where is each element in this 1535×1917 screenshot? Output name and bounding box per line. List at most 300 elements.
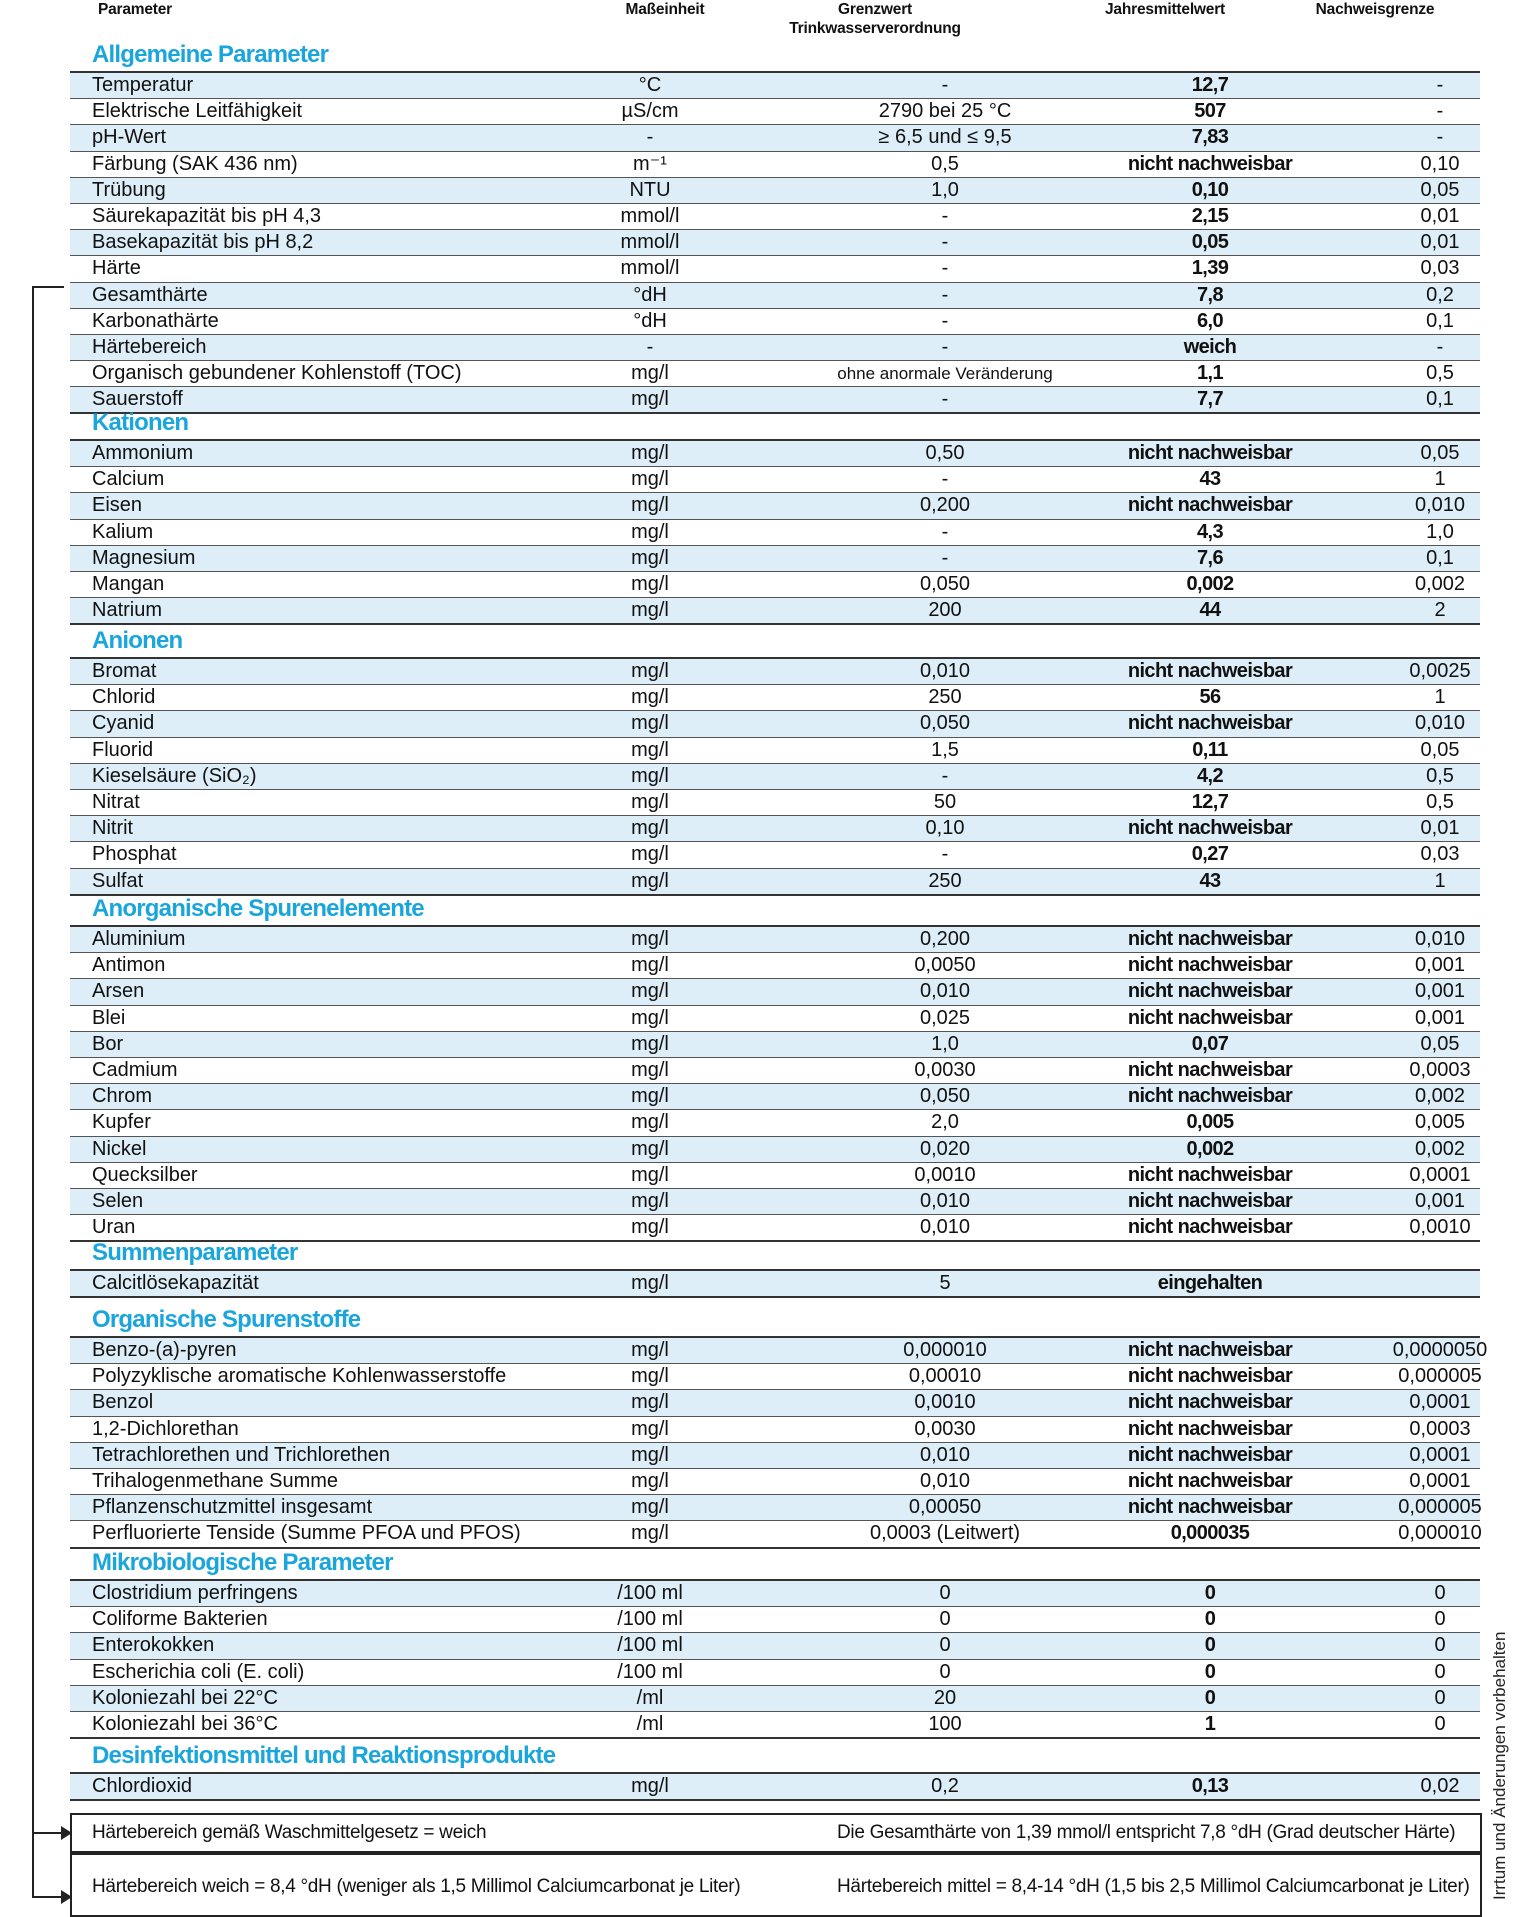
table-row: [70, 546, 1480, 572]
cell-mean: nicht nachweisbar: [1127, 1496, 1293, 1519]
cell-detection: -: [1436, 126, 1444, 149]
table-row: [70, 598, 1480, 625]
cell-unit: mmol/l: [620, 231, 680, 254]
cell-unit: mg/l: [631, 362, 669, 385]
cell-detection: 0,010: [1414, 928, 1466, 950]
cell-mean: nicht nachweisbar: [1127, 1443, 1293, 1466]
header-limit-line2: Trinkwasserverordnung: [789, 20, 961, 37]
cell-mean: nicht nachweisbar: [1127, 1365, 1293, 1388]
cell-limit: -: [941, 546, 949, 569]
cell-limit: ohne anormale Veränderung: [837, 364, 1053, 384]
cell-unit: /ml: [636, 1686, 664, 1709]
cell-mean: nicht nachweisbar: [1127, 928, 1293, 950]
cell-limit: 0,0030: [914, 1417, 976, 1440]
cell-parameter: Koloniezahl bei 36°C: [92, 1712, 278, 1735]
cell-parameter: Magnesium: [92, 546, 196, 569]
section-rows: [70, 1772, 1480, 1801]
cell-detection: 0,0025: [1409, 660, 1471, 682]
cell-parameter: Organisch gebundener Kohlenstoff (TOC): [92, 362, 462, 385]
cell-limit: 0,010: [919, 1443, 971, 1466]
cell-parameter: Trübung: [92, 178, 166, 201]
cell-parameter: Escherichia coli (E. coli): [92, 1660, 305, 1683]
disclaimer-note: Irrtum und Änderungen vorbehalten: [1490, 1631, 1509, 1900]
section-title: Mikrobiologische Parameter: [92, 1549, 393, 1576]
cell-detection: 0,010: [1414, 712, 1466, 735]
cell-limit: 0,0010: [914, 1391, 976, 1414]
cell-mean: 0,002: [1186, 572, 1234, 595]
cell-detection: 1,0: [1426, 520, 1454, 543]
cell-parameter: 1,2-Dichlorethan: [92, 1417, 239, 1440]
cell-limit: 0,050: [919, 712, 971, 735]
cell-detection: 0,000005: [1398, 1365, 1482, 1388]
cell-detection: 0,05: [1420, 1032, 1460, 1055]
cell-parameter: pH-Wert: [92, 126, 167, 149]
cell-detection: 0: [1434, 1608, 1446, 1631]
bracket-line: [32, 287, 34, 1898]
cell-unit: mg/l: [631, 1216, 669, 1239]
cell-detection: 0: [1434, 1686, 1446, 1709]
table-row: [70, 361, 1480, 387]
table-row: [70, 152, 1480, 178]
cell-parameter: Blei: [92, 1006, 126, 1029]
cell-limit: 0,020: [919, 1137, 971, 1160]
cell-parameter: Nitrit: [92, 817, 134, 840]
cell-unit: mg/l: [631, 1522, 669, 1545]
cell-limit: 0,0003 (Leitwert): [869, 1522, 1021, 1545]
cell-detection: 1: [1434, 686, 1446, 709]
bracket-line-top: [32, 286, 64, 288]
cell-parameter: Sulfat: [92, 869, 144, 892]
cell-mean: 44: [1199, 599, 1221, 622]
cell-unit: °C: [638, 74, 662, 96]
cell-unit: mg/l: [631, 520, 669, 543]
table-row: [70, 1271, 1480, 1298]
cell-parameter: Nitrat: [92, 790, 140, 813]
cell-limit: 0: [939, 1660, 951, 1683]
cell-unit: mg/l: [631, 790, 669, 813]
cell-unit: mg/l: [631, 869, 669, 892]
section-rows: [70, 439, 1480, 625]
cell-parameter: Härte: [92, 257, 141, 280]
cell-detection: 0,1: [1426, 546, 1454, 569]
cell-unit: NTU: [629, 178, 671, 201]
cell-mean: 0,005: [1186, 1111, 1234, 1134]
cell-unit: mg/l: [631, 1006, 669, 1029]
cell-detection: 0,0001: [1409, 1163, 1471, 1186]
table-row: [70, 572, 1480, 598]
table-row: [70, 1338, 1488, 1364]
table-row: [70, 125, 1480, 151]
cell-limit: 0,010: [919, 1216, 971, 1239]
cell-parameter: Kieselsäure (SiO₂): [92, 764, 257, 787]
table-row: [70, 204, 1480, 230]
cell-parameter: Phosphat: [92, 843, 177, 866]
cell-detection: 0,001: [1414, 1006, 1466, 1029]
cell-unit: mg/l: [631, 546, 669, 569]
cell-limit: -: [941, 764, 949, 787]
section-title: Kationen: [92, 409, 189, 436]
cell-mean: 56: [1199, 686, 1221, 709]
header-limit-line1: Grenzwert: [838, 1, 912, 18]
section-4: [70, 1237, 1480, 1298]
cell-mean: 12,7: [1191, 74, 1229, 96]
cell-parameter: Selen: [92, 1189, 144, 1212]
cell-limit: -: [941, 309, 949, 332]
section-rows: [70, 71, 1480, 414]
cell-unit: mg/l: [631, 686, 669, 709]
cell-limit: 250: [928, 686, 962, 709]
table-row: [70, 1058, 1480, 1084]
cell-mean: 4,3: [1196, 520, 1223, 543]
cell-unit: mg/l: [631, 980, 669, 1003]
hardness-note-left: Härtebereich gemäß Waschmittelgesetz = weich: [92, 1822, 487, 1843]
cell-mean: 43: [1199, 468, 1221, 491]
cell-mean: 4,2: [1196, 764, 1223, 787]
cell-detection: 0,05: [1420, 738, 1460, 761]
cell-unit: mg/l: [631, 1339, 669, 1361]
cell-limit: 1,0: [931, 178, 959, 201]
header-mean: Jahresmittelwert: [1105, 1, 1225, 18]
cell-unit: -: [646, 335, 654, 358]
cell-unit: mg/l: [631, 817, 669, 840]
cell-parameter: Benzo-(a)-pyren: [92, 1339, 237, 1361]
cell-parameter: Koloniezahl bei 22°C: [92, 1686, 278, 1709]
table-row: [70, 1712, 1480, 1739]
cell-parameter: Bromat: [92, 660, 157, 682]
cell-mean: 0: [1204, 1608, 1216, 1631]
cell-mean: 0,002: [1186, 1137, 1234, 1160]
table-row: [70, 1495, 1480, 1521]
cell-mean: nicht nachweisbar: [1127, 442, 1293, 464]
cell-mean: nicht nachweisbar: [1127, 1391, 1293, 1414]
cell-unit: mg/l: [631, 572, 669, 595]
table-row: [70, 73, 1480, 99]
cell-limit: -: [941, 335, 949, 358]
cell-unit: mg/l: [631, 1085, 669, 1108]
cell-unit: mg/l: [631, 494, 669, 517]
cell-mean: nicht nachweisbar: [1127, 954, 1293, 977]
table-row: [70, 1469, 1480, 1495]
cell-parameter: Trihalogenmethane Summe: [92, 1469, 339, 1492]
table-row: [70, 1774, 1480, 1801]
table-row: [70, 1607, 1480, 1633]
cell-mean: 1,39: [1191, 257, 1229, 280]
table-row: [70, 1660, 1480, 1686]
section-1: [70, 407, 1480, 625]
cell-mean: eingehalten: [1157, 1272, 1263, 1294]
cell-mean: 0: [1204, 1634, 1216, 1657]
cell-detection: 0,002: [1414, 572, 1466, 595]
cell-mean: 0: [1204, 1660, 1216, 1683]
table-row: [70, 1110, 1480, 1136]
cell-limit: 250: [928, 869, 962, 892]
cell-detection: 0,03: [1420, 843, 1460, 866]
cell-mean: 0,000035: [1170, 1522, 1250, 1545]
cell-detection: 2: [1434, 599, 1446, 622]
cell-parameter: Natrium: [92, 599, 163, 622]
table-row: [70, 1581, 1480, 1607]
cell-mean: nicht nachweisbar: [1127, 1417, 1293, 1440]
header-unit: Maßeinheit: [625, 1, 705, 18]
cell-mean: nicht nachweisbar: [1127, 1163, 1293, 1186]
section-rows: [70, 1336, 1488, 1549]
cell-mean: 7,6: [1196, 546, 1223, 569]
cell-mean: 507: [1194, 100, 1226, 123]
cell-unit: mmol/l: [620, 257, 680, 280]
cell-parameter: Polyzyklische aromatische Kohlenwasserstoffe: [92, 1365, 507, 1388]
cell-unit: mg/l: [631, 1391, 669, 1414]
table-row: [70, 283, 1480, 309]
cell-mean: nicht nachweisbar: [1127, 1189, 1293, 1212]
cell-unit: -: [646, 126, 654, 149]
cell-unit: °dH: [633, 309, 667, 332]
cell-parameter: Calcium: [92, 468, 165, 491]
table-row: [70, 441, 1480, 467]
cell-mean: nicht nachweisbar: [1127, 1085, 1293, 1108]
cell-limit: 2790 bei 25 °C: [878, 100, 1012, 123]
cell-parameter: Fluorid: [92, 738, 154, 761]
cell-detection: 0,1: [1426, 309, 1454, 332]
cell-limit: 0,050: [919, 1085, 971, 1108]
cell-limit: 0,00050: [908, 1496, 982, 1519]
cell-parameter: Härtebereich: [92, 335, 207, 358]
cell-limit: 0,010: [919, 1189, 971, 1212]
cell-unit: mg/l: [631, 1163, 669, 1186]
cell-mean: 2,15: [1191, 204, 1229, 227]
cell-detection: 1: [1434, 869, 1446, 892]
section-title: Desinfektionsmittel und Reaktionsprodukte: [92, 1742, 556, 1769]
cell-detection: 0,1: [1426, 388, 1454, 411]
cell-detection: 0,2: [1426, 283, 1454, 306]
table-row: [70, 790, 1480, 816]
cell-limit: -: [941, 257, 949, 280]
cell-limit: 20: [933, 1686, 957, 1709]
section-5: [70, 1304, 1488, 1549]
cell-limit: 0,0030: [914, 1058, 976, 1081]
header-parameter: Parameter: [97, 1, 173, 18]
section-0: [70, 39, 1480, 414]
cell-detection: 0,0001: [1409, 1443, 1471, 1466]
cell-limit: 0,50: [925, 442, 965, 464]
cell-unit: mg/l: [631, 1469, 669, 1492]
cell-detection: 0: [1434, 1660, 1446, 1683]
cell-parameter: Eisen: [92, 494, 143, 517]
cell-limit: 1,5: [931, 738, 959, 761]
cell-detection: 0,001: [1414, 954, 1466, 977]
cell-parameter: Gesamthärte: [92, 283, 208, 306]
cell-mean: nicht nachweisbar: [1127, 494, 1293, 517]
cell-parameter: Mangan: [92, 572, 165, 595]
cell-mean: nicht nachweisbar: [1127, 980, 1293, 1003]
cell-detection: 0: [1434, 1712, 1446, 1735]
cell-parameter: Cyanid: [92, 712, 155, 735]
table-row: [70, 309, 1480, 335]
section-rows: [70, 1269, 1480, 1298]
cell-parameter: Säurekapazität bis pH 4,3: [92, 204, 322, 227]
cell-limit: -: [941, 520, 949, 543]
section-rows: [70, 657, 1480, 896]
cell-detection: 0,002: [1414, 1085, 1466, 1108]
cell-parameter: Basekapazität bis pH 8,2: [92, 231, 314, 254]
cell-detection: 0,5: [1426, 362, 1454, 385]
cell-mean: 43: [1199, 869, 1221, 892]
cell-mean: 0,05: [1191, 231, 1229, 254]
hardness-note-box: [70, 1813, 1482, 1853]
cell-mean: nicht nachweisbar: [1127, 1058, 1293, 1081]
table-row: [70, 178, 1480, 204]
cell-parameter: Coliforme Bakterien: [92, 1608, 268, 1631]
table-row: [70, 1443, 1480, 1469]
cell-unit: mg/l: [631, 1775, 669, 1797]
cell-unit: mg/l: [631, 442, 669, 464]
cell-unit: mg/l: [631, 1443, 669, 1466]
cell-unit: mg/l: [631, 1137, 669, 1160]
header-detection: Nachweisgrenze: [1315, 1, 1435, 18]
cell-mean: 1: [1204, 1712, 1216, 1735]
table-row: [70, 1137, 1480, 1163]
cell-unit: /ml: [636, 1712, 664, 1735]
table-row: [70, 659, 1480, 685]
cell-detection: -: [1436, 74, 1444, 96]
cell-unit: /100 ml: [617, 1608, 683, 1631]
cell-parameter: Tetrachlorethen und Trichlorethen: [92, 1443, 390, 1466]
cell-mean: 0: [1204, 1686, 1216, 1709]
cell-limit: 200: [928, 599, 962, 622]
cell-detection: 0,005: [1414, 1111, 1466, 1134]
cell-limit: 0,050: [919, 572, 971, 595]
table-row: [70, 1686, 1480, 1712]
cell-unit: mg/l: [631, 843, 669, 866]
cell-limit: -: [941, 74, 949, 96]
cell-limit: -: [941, 204, 949, 227]
cell-limit: ≥ 6,5 und ≤ 9,5: [878, 126, 1012, 149]
cell-unit: m⁻¹: [633, 152, 667, 175]
hardness-note-right: Die Gesamthärte von 1,39 mmol/l entspricht 7,8 °dH (Grad deutscher Härte): [837, 1822, 1456, 1843]
cell-detection: 0,0003: [1409, 1417, 1471, 1440]
cell-parameter: Enterokokken: [92, 1634, 215, 1657]
cell-mean: 1,1: [1196, 362, 1223, 385]
header-limit: [760, 0, 990, 38]
cell-detection: 0,0001: [1409, 1469, 1471, 1492]
cell-parameter: Chrom: [92, 1085, 153, 1108]
table-row: [70, 1084, 1480, 1110]
cell-parameter: Cadmium: [92, 1058, 178, 1081]
cell-limit: 0,000010: [903, 1339, 987, 1361]
cell-mean: 7,8: [1196, 283, 1223, 306]
cell-mean: 7,7: [1196, 388, 1223, 411]
cell-detection: 0,10: [1420, 152, 1460, 175]
table-row: [70, 99, 1480, 125]
cell-parameter: Ammonium: [92, 442, 194, 464]
cell-mean: 0,11: [1192, 738, 1228, 761]
hardness-range-soft: Härtebereich weich = 8,4 °dH (weniger als 1,5 Millimol Calciumcarbonat je Liter): [92, 1876, 741, 1897]
cell-unit: mg/l: [631, 928, 669, 950]
cell-limit: 0: [939, 1608, 951, 1631]
cell-unit: /100 ml: [617, 1660, 683, 1683]
cell-unit: mg/l: [631, 1032, 669, 1055]
cell-limit: 0,0050: [914, 954, 976, 977]
cell-parameter: Nickel: [92, 1137, 147, 1160]
cell-parameter: Chlorid: [92, 686, 156, 709]
cell-unit: mg/l: [631, 388, 669, 411]
cell-parameter: Kupfer: [92, 1111, 151, 1134]
cell-mean: nicht nachweisbar: [1127, 152, 1293, 175]
section-2: [70, 625, 1480, 896]
cell-detection: 0: [1434, 1582, 1446, 1604]
cell-unit: mg/l: [631, 1189, 669, 1212]
cell-limit: 0,00010: [908, 1365, 982, 1388]
cell-unit: mg/l: [631, 1365, 669, 1388]
cell-detection: 0,01: [1420, 817, 1460, 840]
table-row: [70, 1364, 1480, 1390]
cell-detection: 0,001: [1414, 1189, 1466, 1212]
cell-parameter: Uran: [92, 1216, 136, 1239]
cell-parameter: Benzol: [92, 1391, 154, 1414]
cell-mean: nicht nachweisbar: [1127, 1006, 1293, 1029]
table-row: [70, 869, 1480, 896]
cell-unit: /100 ml: [617, 1634, 683, 1657]
cell-unit: mg/l: [631, 660, 669, 682]
table-row: [70, 738, 1480, 764]
cell-parameter: Karbonathärte: [92, 309, 219, 332]
cell-limit: 1,0: [931, 1032, 959, 1055]
table-row: [70, 1032, 1480, 1058]
cell-detection: 0,5: [1426, 790, 1454, 813]
table-row: [70, 1163, 1480, 1189]
cell-unit: mg/l: [631, 1417, 669, 1440]
cell-unit: mg/l: [631, 954, 669, 977]
cell-parameter: Chlordioxid: [92, 1775, 193, 1797]
cell-mean: nicht nachweisbar: [1127, 660, 1293, 682]
arrow-icon: [34, 1832, 62, 1834]
cell-limit: 0,010: [919, 980, 971, 1003]
section-rows: [70, 925, 1480, 1242]
cell-limit: 5: [939, 1272, 951, 1294]
table-row: [70, 685, 1480, 711]
cell-limit: -: [941, 843, 949, 866]
table-row: [70, 842, 1480, 868]
cell-mean: 12,7: [1191, 790, 1229, 813]
cell-parameter: Färbung (SAK 436 nm): [92, 152, 298, 175]
cell-limit: -: [941, 388, 949, 411]
cell-detection: 0,0003: [1409, 1058, 1471, 1081]
cell-parameter: Sauerstoff: [92, 388, 183, 411]
cell-limit: 0,010: [919, 660, 971, 682]
section-title: Anionen: [92, 627, 183, 654]
cell-parameter: Calcitlösekapazität: [92, 1272, 259, 1294]
cell-mean: nicht nachweisbar: [1127, 1339, 1293, 1361]
cell-unit: /100 ml: [617, 1582, 683, 1604]
cell-mean: 0,27: [1191, 843, 1229, 866]
cell-limit: 0: [939, 1582, 951, 1604]
cell-detection: 0,0010: [1409, 1216, 1471, 1239]
cell-unit: °dH: [633, 283, 667, 306]
cell-limit: -: [941, 283, 949, 306]
cell-unit: mg/l: [631, 1058, 669, 1081]
table-row: [70, 493, 1480, 519]
cell-unit: mg/l: [631, 764, 669, 787]
cell-detection: 0,010: [1414, 494, 1466, 517]
cell-limit: 0,0010: [914, 1163, 976, 1186]
cell-detection: -: [1436, 100, 1444, 123]
cell-limit: 50: [933, 790, 957, 813]
table-row: [70, 1006, 1480, 1032]
table-row: [70, 1521, 1480, 1548]
cell-mean: nicht nachweisbar: [1127, 817, 1293, 840]
cell-limit: -: [941, 231, 949, 254]
cell-limit: 0,10: [925, 817, 965, 840]
table-row: [70, 927, 1480, 953]
